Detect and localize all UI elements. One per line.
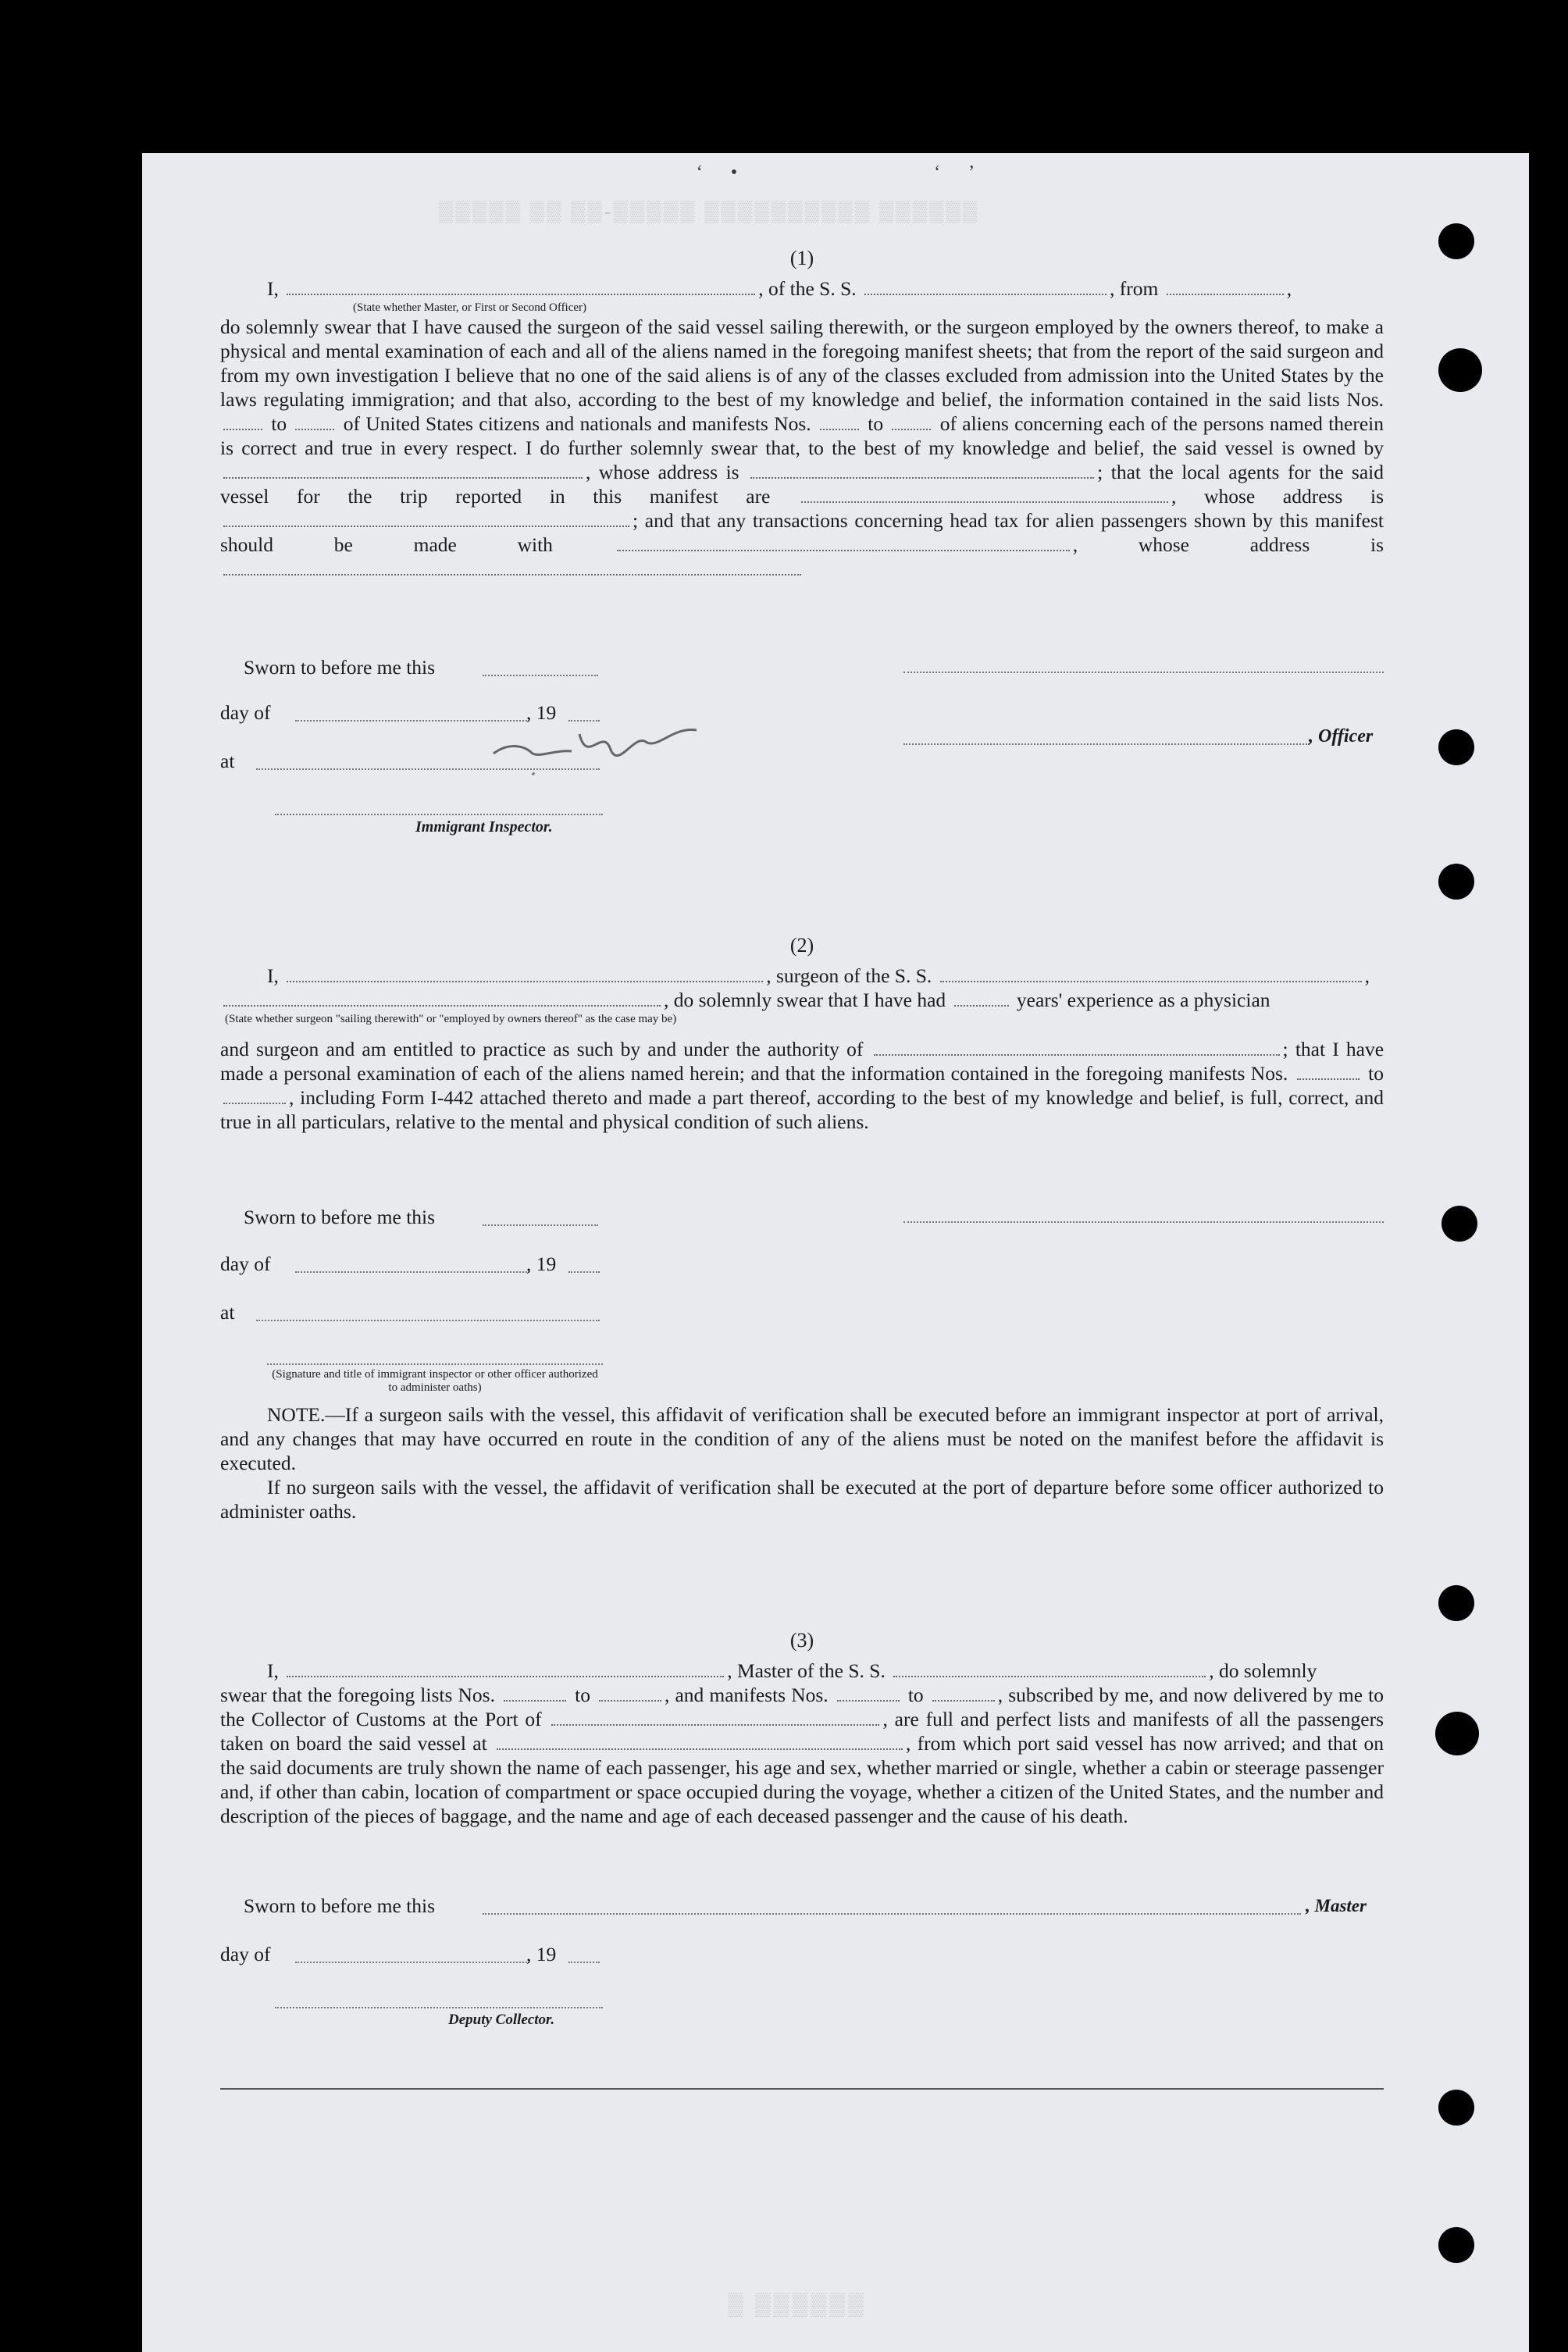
sworn-label-2: Sworn to before me this bbox=[244, 1206, 436, 1228]
inspector-signature-line[interactable] bbox=[275, 814, 603, 815]
text-to: to bbox=[1368, 1062, 1384, 1085]
master-manifests-from-field[interactable] bbox=[837, 1684, 900, 1702]
agents-address-field[interactable] bbox=[223, 510, 629, 527]
officer-name-field[interactable] bbox=[287, 278, 755, 295]
surgeon-manifests-from-field[interactable] bbox=[1297, 1063, 1360, 1080]
surgeon-status-note: (State whether surgeon "sailing therewith" or "employed by owners thereof" as the case may be) bbox=[225, 1013, 677, 1025]
surgeon-oath-text-b: , including Form I-442 attached thereto and made a part thereof, according to the best of my knowledge and belief, is full, correct, and true in all particulars, relative to the mental and physical condition of such aliens. bbox=[220, 1086, 1384, 1133]
officer-title-note: (State whether Master, or First or Second Officer) bbox=[353, 301, 587, 314]
section-1-first-line bbox=[220, 276, 1384, 301]
text-from-which: , from which bbox=[905, 1732, 1011, 1755]
text-to: to bbox=[907, 1684, 924, 1706]
text-whose-address: whose address is bbox=[1204, 485, 1384, 508]
sworn-date-field-2[interactable] bbox=[483, 1224, 598, 1226]
port-from-field[interactable] bbox=[1167, 278, 1284, 295]
head-tax-agent-field[interactable] bbox=[617, 534, 1070, 551]
manifests-from-field[interactable] bbox=[820, 413, 859, 430]
text-local-agents: that the local agents for the said vessel for the trip reported in this manifest are bbox=[220, 461, 1384, 508]
officer-name-line[interactable] bbox=[903, 743, 1310, 745]
section-1-number: (1) bbox=[789, 247, 814, 269]
section-3-number: (3) bbox=[789, 1629, 814, 1652]
note-text: —If a surgeon sails with the vessel, this affidavit of verification shall be executed before an immigrant inspector at port of arrival, and any changes that may have occurred en route in the condition of any of the aliens must be noted on the manifest before the affidavit is executed. bbox=[220, 1403, 1384, 1474]
section-2-number: (2) bbox=[789, 934, 814, 957]
text-surgeon-of-ss: , surgeon of the S. S. bbox=[766, 964, 932, 987]
affidavit-section-3 bbox=[220, 1629, 1384, 1828]
sworn-label-3: Sworn to before me this bbox=[244, 1894, 436, 1917]
place-field-2[interactable] bbox=[256, 1320, 600, 1321]
surgeon-signature-line[interactable] bbox=[903, 1221, 1384, 1223]
inspector-signature-line-2[interactable] bbox=[267, 1363, 603, 1365]
vessel-name-field[interactable] bbox=[864, 278, 1107, 295]
binder-hole bbox=[1438, 348, 1482, 392]
affidavit-section-1 bbox=[220, 247, 1384, 581]
text-full-perfect: , are full and perfect lists and bbox=[882, 1708, 1126, 1730]
text-master-of-ss: , Master of the S. S. bbox=[727, 1659, 886, 1682]
text-whose-address: , whose address is bbox=[1072, 533, 1384, 556]
binder-hole bbox=[1438, 1585, 1474, 1621]
boarding-port-field[interactable] bbox=[497, 1733, 903, 1750]
text-of-ss: , of the S. S. bbox=[758, 277, 857, 300]
immigrant-inspector-label: Immigrant Inspector. bbox=[415, 818, 553, 836]
text-swear-lists: swear that the foregoing lists Nos. bbox=[220, 1684, 495, 1706]
section-2-first-line bbox=[220, 964, 1384, 988]
year-field-3[interactable] bbox=[568, 1962, 600, 1963]
officer-label: , Officer bbox=[1309, 726, 1374, 747]
binder-hole bbox=[1438, 864, 1474, 900]
top-tick-marks: ‘ • ‘ ’ bbox=[696, 162, 975, 183]
text-subscribed: , subscribed by me, and now bbox=[997, 1684, 1228, 1706]
year-field-2[interactable] bbox=[568, 1271, 600, 1273]
vessel-owner-field[interactable] bbox=[223, 461, 583, 479]
section-2-second-line bbox=[220, 988, 1384, 1012]
surgeon-oath-text-a: that I have made a personal examination of each of the aliens named herein; and that the information contained in the foregoing manifests Nos. bbox=[220, 1038, 1384, 1085]
deputy-collector-label: Deputy Collector. bbox=[448, 2012, 555, 2028]
at-label-1: at bbox=[220, 750, 235, 772]
sworn-date-field-1[interactable] bbox=[483, 675, 598, 676]
text-to: to bbox=[868, 412, 884, 435]
text-to: to bbox=[575, 1684, 590, 1706]
bleed-through-heading: ▒▒▒▒▒ ▒▒ ▒▒-▒▒▒▒▒ ▒▒▒▒▒▒▒▒▒▒ ▒▒▒▒▒▒ bbox=[439, 200, 980, 223]
oath-text-b: of aliens concerning each of the persons named therein is correct and true in every respect. I do further solemnly swear that, to the best of my knowledge and belief, the said vessel is owned by bbox=[220, 412, 1384, 459]
binder-hole bbox=[1438, 729, 1474, 765]
text-years-experience: years' experience as a physician bbox=[1016, 989, 1270, 1011]
lists-from-field[interactable] bbox=[223, 413, 262, 430]
text-us-citizens: of United States citizens and nationals and manifests Nos. bbox=[343, 412, 811, 435]
officer-signature-line[interactable] bbox=[903, 672, 1384, 673]
binder-hole bbox=[1438, 223, 1474, 259]
note-paragraph-2: If no surgeon sails with the vessel, the affidavit of verification shall be executed at the port of departure before some officer authorized to administer oaths. bbox=[220, 1476, 1384, 1523]
section-1-paragraph bbox=[220, 315, 1384, 581]
year-label-2: , 19 bbox=[526, 1253, 557, 1275]
section-2-paragraph bbox=[220, 1037, 1384, 1134]
semicolon: ; bbox=[1282, 1038, 1288, 1060]
text-solemnly-swear: , do solemnly swear that I have had bbox=[664, 989, 946, 1011]
at-label-2: at bbox=[220, 1301, 235, 1324]
manifest-page bbox=[142, 153, 1529, 2352]
surgeon-manifests-to-field[interactable] bbox=[223, 1087, 286, 1104]
signature-title-note: (Signature and title of immigrant inspector or other officer authorized to administer oaths) bbox=[272, 1368, 598, 1394]
master-name-field[interactable] bbox=[287, 1660, 724, 1677]
sworn-label-1: Sworn to before me this bbox=[244, 656, 436, 679]
binder-hole bbox=[1438, 2227, 1474, 2263]
customs-port-field[interactable] bbox=[551, 1709, 879, 1726]
manifests-to-field[interactable] bbox=[892, 413, 931, 430]
comma: , bbox=[1286, 277, 1292, 300]
year-label-1: , 19 bbox=[526, 701, 557, 724]
note-label: NOTE. bbox=[267, 1403, 326, 1426]
affidavit-section-2 bbox=[220, 934, 1384, 1134]
comma: , bbox=[1171, 485, 1177, 508]
month-field-2[interactable] bbox=[295, 1271, 529, 1273]
inspector-signature-stamp bbox=[486, 711, 704, 781]
bottom-rule bbox=[220, 2088, 1384, 2090]
section-3-paragraph bbox=[220, 1683, 1384, 1828]
binder-hole bbox=[1441, 1206, 1477, 1242]
oath-text-a: do solemnly swear that I have caused the surgeon of the said vessel sailing therewith, or the surgeon employed by the owners thereof, to make a physical and mental examination of each and all of the aliens named in the foregoing manifest sheets; that from the report of the said surgeon and from my own investigation I believe that no one of the said aliens is of any of the classes excluded from admission into the United States by the laws regulating immigration; and that also, according to the best of my knowledge and belief, the information contained in the said lists Nos. bbox=[220, 315, 1384, 411]
section-3-first-line bbox=[220, 1659, 1384, 1683]
note-paragraph-1 bbox=[220, 1402, 1384, 1475]
text-manifests-taken: manifests of all the passengers taken on board the said vessel at bbox=[220, 1708, 1384, 1755]
surgeon-name-field[interactable] bbox=[287, 965, 763, 982]
surgeon-vessel-field[interactable] bbox=[940, 965, 1362, 982]
text-authority: and surgeon and am entitled to practice as such by and under the authority of bbox=[220, 1038, 864, 1060]
master-vessel-field[interactable] bbox=[893, 1660, 1206, 1677]
master-lists-to-field[interactable] bbox=[599, 1684, 661, 1702]
semicolon: ; bbox=[1097, 461, 1103, 483]
text-to: to bbox=[271, 412, 287, 435]
authority-field[interactable] bbox=[874, 1039, 1280, 1056]
text-head-tax: ; and that any transactions concerning head tax for alien passengers shown by this manifest should be made with bbox=[220, 509, 1384, 556]
master-oath-text: port said vessel has now arrived; and that on the said documents are truly shown the name of each passenger, his age and sex, whether married or single, whether a cabin or steerage passenger and, if other than cabin, location of compartment or space occupied during the voyage, whether a citizen of the United States, and the number and description of the pieces of baggage, and the name and age of each deceased passenger and the cause of his death. bbox=[220, 1732, 1384, 1827]
bleed-through-footer: ▒ ▒▒▒▒▒▒ bbox=[728, 2293, 867, 2317]
master-manifests-to-field[interactable] bbox=[932, 1684, 995, 1702]
day-of-label-1: day of bbox=[220, 701, 271, 724]
head-tax-address-field[interactable] bbox=[223, 558, 801, 576]
owner-address-field[interactable] bbox=[750, 461, 1094, 479]
binder-hole bbox=[1438, 2090, 1474, 2126]
years-experience-field[interactable] bbox=[954, 989, 1009, 1007]
lists-to-field[interactable] bbox=[295, 413, 334, 430]
text-from: , from bbox=[1110, 277, 1159, 300]
master-lists-from-field[interactable] bbox=[504, 1684, 566, 1702]
comma: , bbox=[1364, 964, 1370, 987]
text-do-solemnly: , do solemnly bbox=[1209, 1659, 1317, 1682]
surgeon-status-field[interactable] bbox=[223, 989, 661, 1007]
deputy-collector-signature-line[interactable] bbox=[275, 2007, 603, 2008]
text-and-manifests: , and manifests Nos. bbox=[665, 1684, 829, 1706]
text-i: I, bbox=[267, 1659, 279, 1682]
local-agents-field[interactable] bbox=[801, 486, 1168, 503]
note-block bbox=[220, 1402, 1384, 1523]
month-field-3[interactable] bbox=[295, 1962, 529, 1963]
master-signature-line[interactable] bbox=[483, 1913, 1301, 1915]
text-delivered: delivered by me to the Collector of Customs at the Port of bbox=[220, 1684, 1384, 1730]
day-of-label-2: day of bbox=[220, 1253, 271, 1275]
text-i: I, bbox=[267, 277, 279, 300]
year-label-3: , 19 bbox=[526, 1943, 557, 1965]
text-i: I, bbox=[267, 964, 279, 987]
text-whose-address: , whose address is bbox=[586, 461, 739, 483]
master-label: , Master bbox=[1306, 1896, 1367, 1915]
binder-hole bbox=[1435, 1712, 1479, 1755]
day-of-label-3: day of bbox=[220, 1943, 271, 1965]
